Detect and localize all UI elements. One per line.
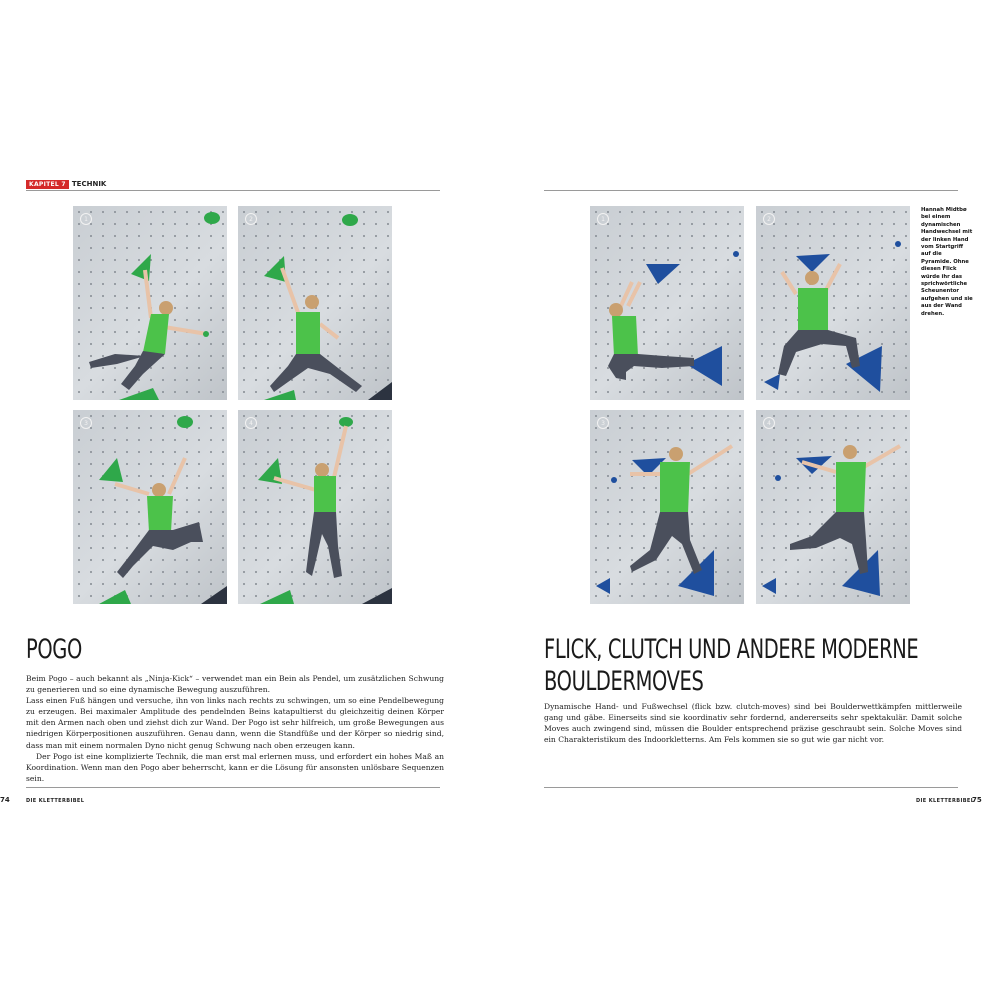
right-header-rule (544, 190, 958, 191)
pogo-body-text (26, 673, 444, 784)
flick-photo-2 (756, 206, 910, 400)
pogo-photo-3 (73, 410, 227, 604)
pogo-climber-figure (73, 206, 227, 400)
pogo-paragraph-1: Beim Pogo – auch bekannt als „Ninja-Kick“ – verwendet man ein Bein als Pendel, um zusätzlichen Schwung zu generieren und so eine dynamische Bewegung auszuführen. (26, 674, 444, 695)
right-footer-rule (544, 787, 958, 788)
flick-photo-4 (756, 410, 910, 604)
photo-number: 1 (80, 213, 92, 225)
pogo-paragraph-2: Lass einen Fuß hängen und versuche, ihn von links nach rechts zu schwingen, um so eine Pendelbewegung zu erzeugen. Bei maximaler Amplitude des pendelnden Beins katapultierst du gleichzeitig deinen Körper mit den Armen nach oben und ziehst dich zur Wand. Der Pogo ist sehr hilfreich, um große Bewegungen aus niedrigen Körperpositionen auszuführen. Genau dann, wenn die Standfüße und der Körper so niedrig sind, dass man mit einem normalen Dyno nicht genug Schwung nach oben erzeugen kann. (26, 696, 444, 750)
chapter-tag (26, 179, 106, 189)
pogo-climber-figure (73, 410, 227, 604)
pogo-photo-2 (238, 206, 392, 400)
left-footer-rule (26, 787, 440, 788)
flick-heading-line-2: BOULDERMOVES (544, 666, 704, 697)
pogo-climber-figure (238, 206, 392, 400)
flick-photo-1 (590, 206, 744, 400)
left-footer-title: DIE KLETTERBIBEL (26, 798, 85, 804)
flick-paragraph: Dynamische Hand- und Fußwechsel (flick bzw. clutch-moves) sind bei Boulderwettkämpfen mittlerweile gang und gäbe. Einerseits sind sie koordinativ sehr fordernd, andererseits sehr spektakulär. Damit solche Moves auch zwingend sind, müssen die Boulder entsprechend präzise geschraubt sein. Solche Moves sind ein Charakteristikum des Indoorkletterns. Am Fels kommen sie so gut wie gar nicht vor. (544, 702, 962, 745)
flick-heading (544, 634, 947, 698)
right-footer-title: DIE KLETTERBIBEL (916, 798, 975, 804)
pogo-climber-figure (238, 410, 392, 604)
photo-number: 4 (245, 417, 257, 429)
flick-climber-figure (756, 410, 910, 604)
photo-number: 1 (597, 213, 609, 225)
photo-number: 2 (763, 213, 775, 225)
photo-number: 3 (597, 417, 609, 429)
pogo-heading: POGO (26, 634, 82, 665)
pogo-photo-4 (238, 410, 392, 604)
flick-climber-figure (590, 206, 744, 400)
flick-photo-3 (590, 410, 744, 604)
photo-caption: Hannah Midtbø bei einem dynamischen Handwechsel mit der linken Hand vom Startgriff auf die Pyramide. Ohne diesen Flick würde ihr das sprichwörtliche Scheunentor aufgehen und sie aus der Wand drehen. (921, 207, 973, 317)
flick-climber-figure (756, 206, 910, 400)
right-page-number: 75 (972, 796, 982, 804)
left-page-number: 74 (0, 796, 10, 804)
photo-number: 3 (80, 417, 92, 429)
flick-heading-line-1: FLICK, CLUTCH UND ANDERE MODERNE (544, 634, 919, 665)
flick-body-text (544, 701, 962, 745)
pogo-paragraph-3: Der Pogo ist eine komplizierte Technik, die man erst mal erlernen muss, und erfordert ein hohes Maß an Koordination. Wenn man den Pogo aber beherrscht, kann er die Lösung für ansonsten unlösbare Sequenzen sein. (26, 751, 444, 783)
flick-climber-figure (590, 410, 744, 604)
left-header-rule (26, 190, 440, 191)
chapter-title: TECHNIK (71, 180, 107, 188)
chapter-label: KAPITEL 7 (26, 180, 69, 189)
pogo-photo-1 (73, 206, 227, 400)
photo-number: 4 (763, 417, 775, 429)
photo-number: 2 (245, 213, 257, 225)
